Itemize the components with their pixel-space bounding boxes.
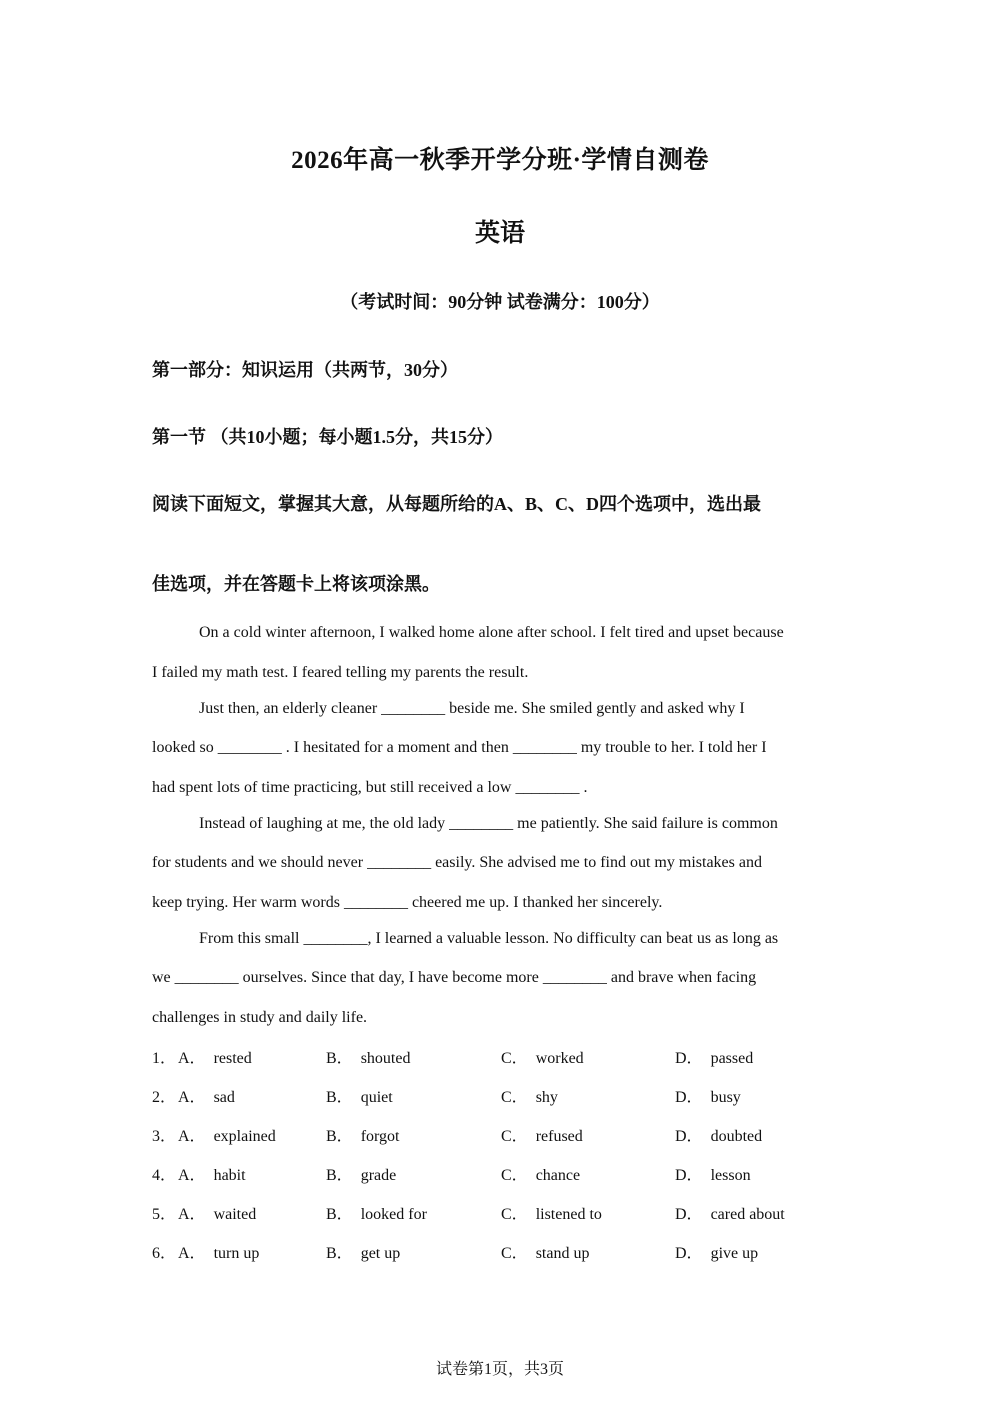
option-c: C． refused [501, 1128, 583, 1145]
option-b: B． quiet [326, 1089, 393, 1106]
option-d: D． busy [675, 1089, 741, 1106]
option-c: C． stand up [501, 1245, 590, 1262]
question-number: 1． [152, 1050, 177, 1067]
passage-line: for students and we should never ________ easily. She advised me to find out my mistakes and [152, 854, 762, 871]
subject-title: 英语 [474, 220, 525, 247]
option-d: D． doubted [675, 1128, 763, 1145]
exam-title: 2026年高一秋季开学分班·学情自测卷 [291, 147, 709, 174]
passage-line: had spent lots of time practicing, but still received a low ________ . [152, 779, 588, 796]
question-row [152, 1045, 852, 1069]
option-a: A． explained [178, 1128, 276, 1145]
option-d: D． passed [675, 1050, 754, 1067]
page-footer: 试卷第1页，共3页 [435, 1361, 564, 1378]
passage-line: I failed my math test. I feared telling my parents the result. [152, 664, 529, 681]
option-d: D． lesson [675, 1167, 751, 1184]
option-a: A． sad [178, 1089, 235, 1106]
passage-line: From this small ________, I learned a valuable lesson. No difficulty can beat us as long as [199, 930, 779, 947]
question-row [152, 1084, 852, 1108]
option-c: C． worked [501, 1050, 584, 1067]
option-a: A． habit [178, 1167, 246, 1184]
passage-line: Just then, an elderly cleaner ________ beside me. She smiled gently and asked why I [199, 700, 745, 717]
option-c: C． listened to [501, 1206, 602, 1223]
question-number: 4． [152, 1167, 177, 1184]
instruction-line-2: 佳选项，并在答题卡上将该项涂黑。 [152, 574, 440, 594]
passage-line: challenges in study and daily life. [152, 1009, 368, 1026]
section-heading: 第一节 （共10小题；每小题1.5分，共15分） [152, 427, 503, 447]
exam-info: （考试时间：90分钟 试卷满分：100分） [340, 292, 660, 312]
part-heading: 第一部分：知识运用（共两节，30分） [152, 360, 458, 380]
question-number: 3． [152, 1128, 177, 1145]
instruction-line-1: 阅读下面短文，掌握其大意，从每题所给的A、B、C、D四个选项中，选出最 [152, 494, 761, 514]
option-a: A． waited [178, 1206, 257, 1223]
option-b: B． forgot [326, 1128, 400, 1145]
option-d: D． cared about [675, 1206, 785, 1223]
option-d: D． give up [675, 1245, 759, 1262]
option-c: C． shy [501, 1089, 558, 1106]
question-number: 2． [152, 1089, 177, 1106]
passage-line: Instead of laughing at me, the old lady ________ me patiently. She said failure is common [199, 815, 778, 832]
option-c: C． chance [501, 1167, 581, 1184]
option-b: B． grade [326, 1167, 397, 1184]
question-row [152, 1123, 852, 1147]
passage-line: we ________ ourselves. Since that day, I have become more ________ and brave when facing [152, 969, 757, 986]
passage-line: keep trying. Her warm words ________ cheered me up. I thanked her sincerely. [152, 894, 663, 911]
question-number: 6． [152, 1245, 177, 1262]
option-b: B． looked for [326, 1206, 427, 1223]
question-row [152, 1240, 852, 1264]
option-a: A． rested [178, 1050, 252, 1067]
question-row [152, 1162, 852, 1186]
question-number: 5． [152, 1206, 177, 1223]
option-a: A． turn up [178, 1245, 260, 1262]
question-row [152, 1201, 852, 1225]
passage-line: On a cold winter afternoon, I walked home alone after school. I felt tired and upset because [199, 624, 784, 641]
option-b: B． shouted [326, 1050, 411, 1067]
passage-line: looked so ________ . I hesitated for a moment and then ________ my trouble to her. I told her I [152, 739, 767, 756]
option-b: B． get up [326, 1245, 401, 1262]
